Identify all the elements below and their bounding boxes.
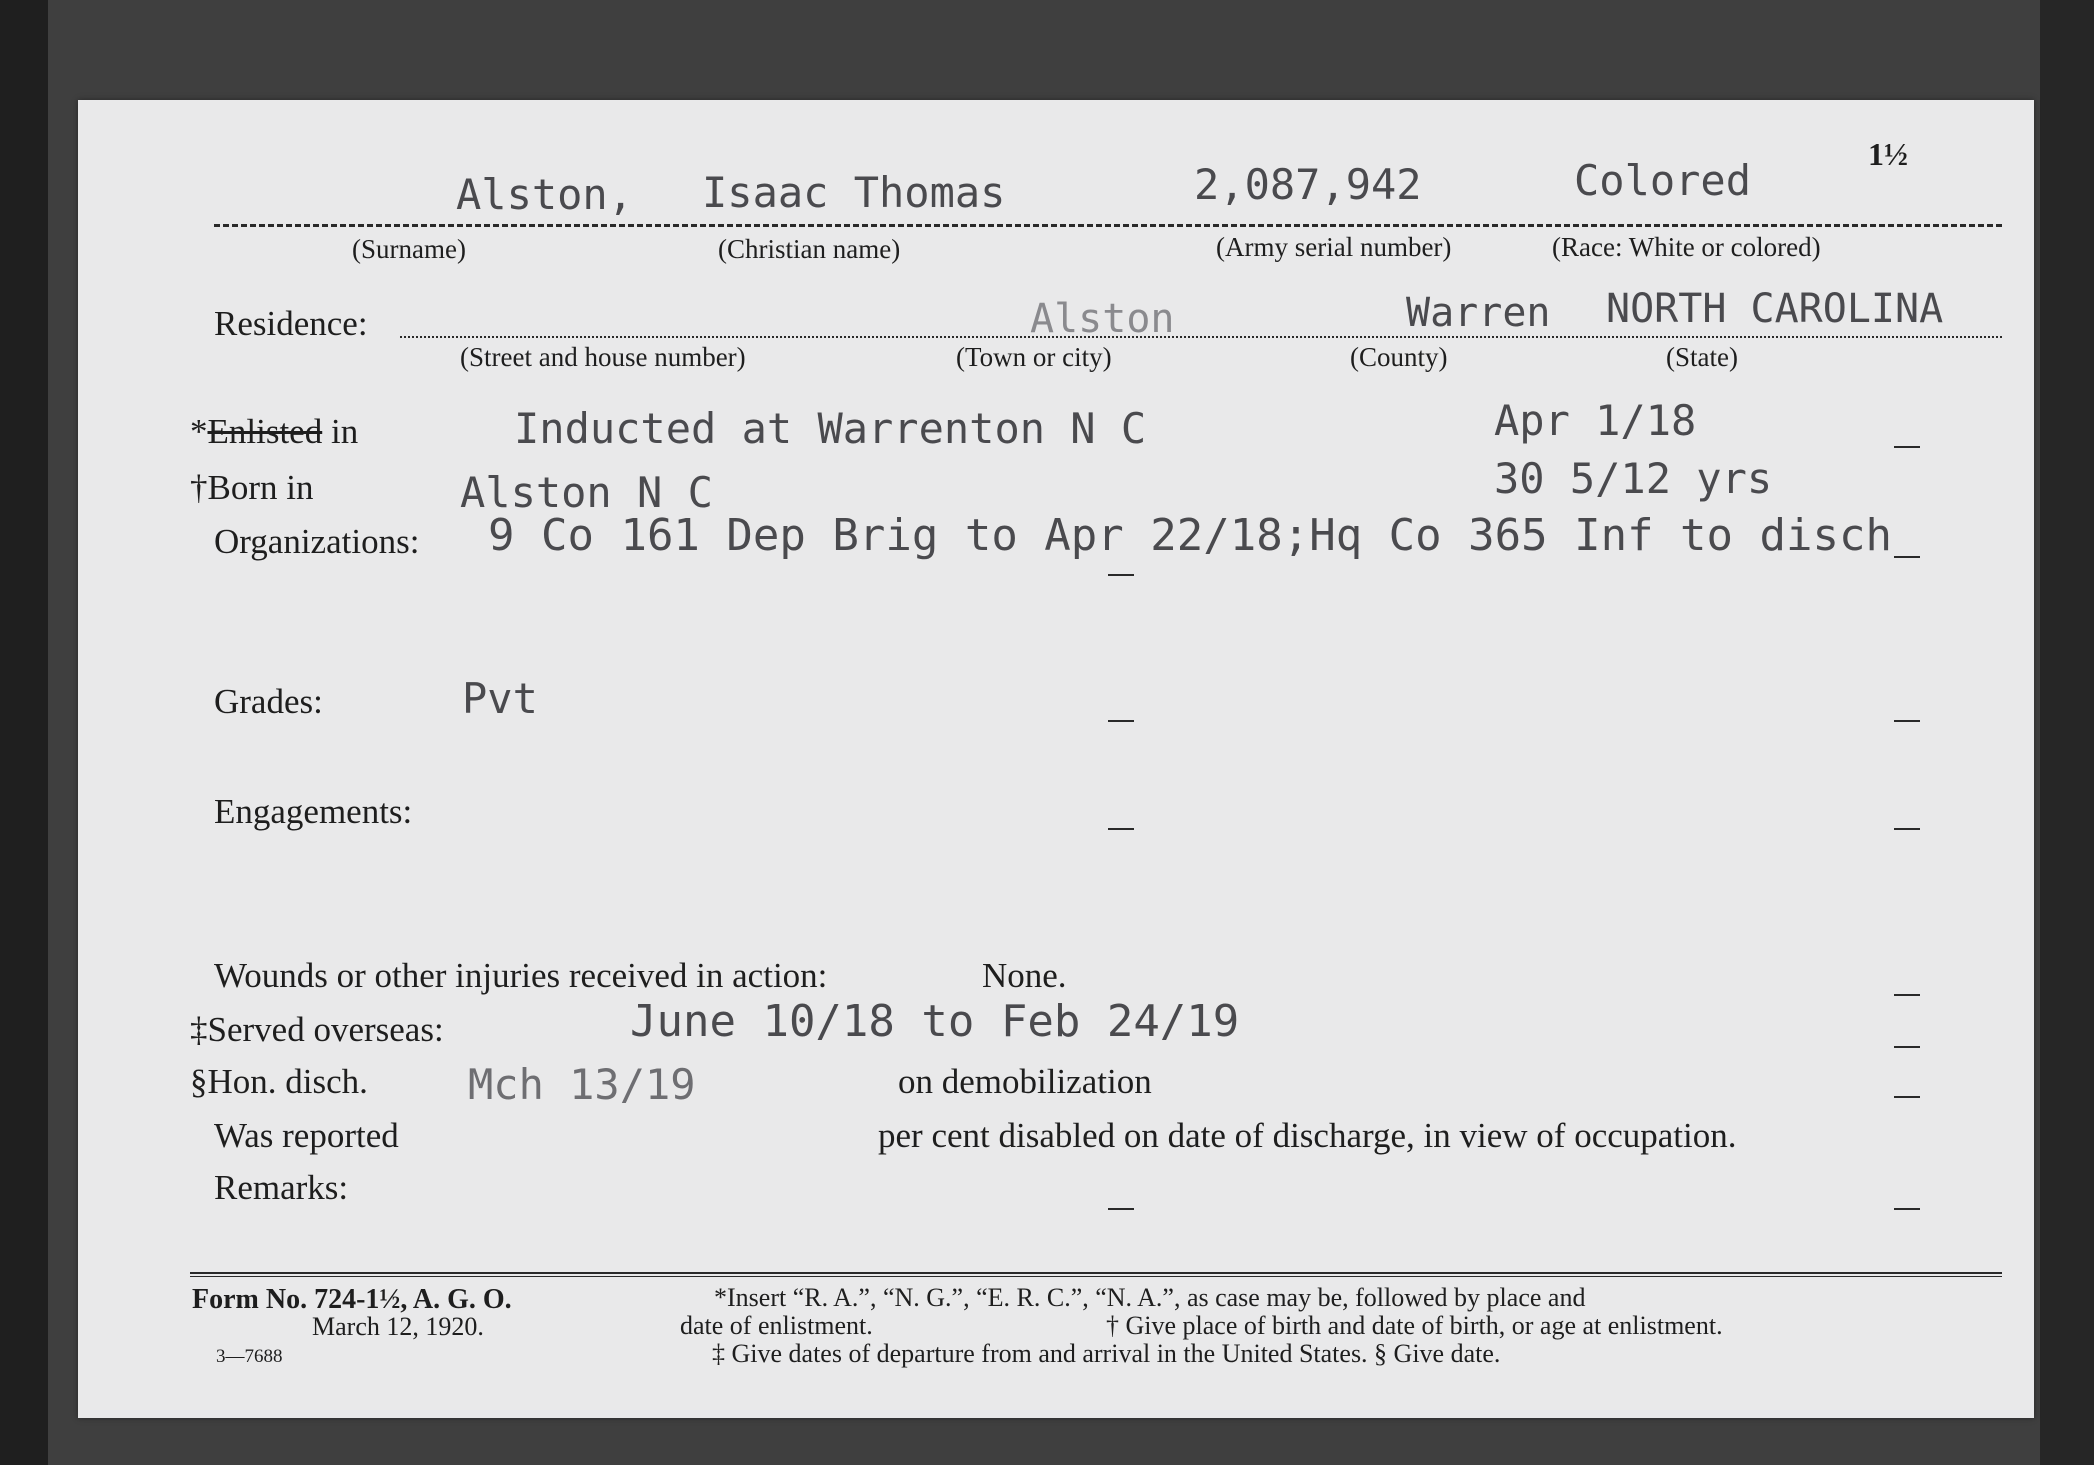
discharge-date: Mch 13/19 xyxy=(468,1060,696,1109)
footer-rule-2 xyxy=(190,1276,2002,1277)
christian-caption: (Christian name) xyxy=(718,234,901,264)
surname-value: Alston, xyxy=(456,170,634,219)
margin-tick xyxy=(1894,1208,1920,1210)
remarks-label: Remarks: xyxy=(214,1168,349,1207)
organizations-label: Organizations: xyxy=(214,522,420,561)
state-caption: (State) xyxy=(1666,342,1738,372)
wounds-label: Wounds or other injuries received in action: xyxy=(214,956,828,995)
enlisted-struck-word: Enlisted xyxy=(207,412,323,451)
serial-number-value: 2,087,942 xyxy=(1194,160,1422,209)
residence-rule xyxy=(400,336,2002,338)
residence-town: Alston xyxy=(1030,296,1175,342)
born-age: 30 5/12 yrs xyxy=(1494,454,1773,503)
enlisted-date: Apr 1/18 xyxy=(1494,396,1697,445)
county-caption: (County) xyxy=(1350,342,1448,372)
discharge-label: §Hon. disch. xyxy=(190,1062,368,1101)
enlisted-label: *Enlisted in xyxy=(190,412,359,451)
overseas-label: ‡Served overseas: xyxy=(190,1010,444,1049)
surname-caption: (Surname) xyxy=(352,234,466,264)
residence-label: Residence: xyxy=(214,304,368,343)
footnote-overseas-date: ‡ Give dates of departure from and arrival in the United States. § Give date. xyxy=(712,1339,1501,1368)
scan-border-left xyxy=(0,0,48,1465)
reported-label: Was reported xyxy=(214,1116,399,1155)
margin-tick xyxy=(1894,720,1920,722)
footnote-birth: † Give place of birth and date of birth, or age at enlistment. xyxy=(1106,1311,1723,1340)
margin-tick xyxy=(1108,828,1134,830)
margin-tick xyxy=(1894,556,1920,558)
margin-tick xyxy=(1894,994,1920,996)
christian-name-value: Isaac Thomas xyxy=(702,168,1006,217)
margin-tick xyxy=(1108,574,1134,576)
footnote-enlistment: *Insert “R. A.”, “N. G.”, “E. R. C.”, “N. A.”, as case may be, followed by place and xyxy=(714,1283,1586,1312)
form-number: Form No. 724-1½, A. G. O. xyxy=(192,1284,512,1315)
margin-tick xyxy=(1894,446,1920,448)
margin-tick xyxy=(1108,1208,1134,1210)
race-value: Colored xyxy=(1574,156,1752,205)
service-record-card xyxy=(78,100,2034,1418)
footer-rule xyxy=(190,1272,2002,1274)
margin-tick xyxy=(1894,1046,1920,1048)
discharge-note: on demobilization xyxy=(898,1062,1152,1101)
print-code: 3—7688 xyxy=(216,1346,283,1367)
wounds-value: None. xyxy=(982,956,1067,995)
corner-mark: 1½ xyxy=(1868,136,1908,172)
residence-county: Warren xyxy=(1406,290,1551,336)
header-rule xyxy=(214,224,2002,227)
margin-tick xyxy=(1108,720,1134,722)
overseas-value: June 10/18 to Feb 24/19 xyxy=(630,996,1240,1047)
enlisted-value: Inducted at Warrenton N C xyxy=(514,404,1147,453)
race-caption: (Race: White or colored) xyxy=(1552,232,1821,262)
town-caption: (Town or city) xyxy=(956,342,1112,372)
footnote-enlistment-cont: date of enlistment. xyxy=(680,1311,873,1340)
grades-label: Grades: xyxy=(214,682,323,721)
margin-tick xyxy=(1894,1096,1920,1098)
engagements-label: Engagements: xyxy=(214,792,413,831)
residence-state: NORTH CAROLINA xyxy=(1606,286,1944,332)
serial-caption: (Army serial number) xyxy=(1216,232,1452,262)
street-caption: (Street and house number) xyxy=(460,342,746,372)
born-place: Alston N C xyxy=(460,468,713,517)
scan-border-right xyxy=(2040,0,2094,1465)
reported-text: per cent disabled on date of discharge, in view of occupation. xyxy=(878,1116,1737,1155)
organizations-value: 9 Co 161 Dep Brig to Apr 22/18;Hq Co 365 Inf to disch xyxy=(488,510,1892,561)
margin-tick xyxy=(1894,828,1920,830)
grades-value: Pvt xyxy=(462,674,538,723)
born-label: †Born in xyxy=(190,468,314,507)
form-date: March 12, 1920. xyxy=(312,1312,484,1341)
